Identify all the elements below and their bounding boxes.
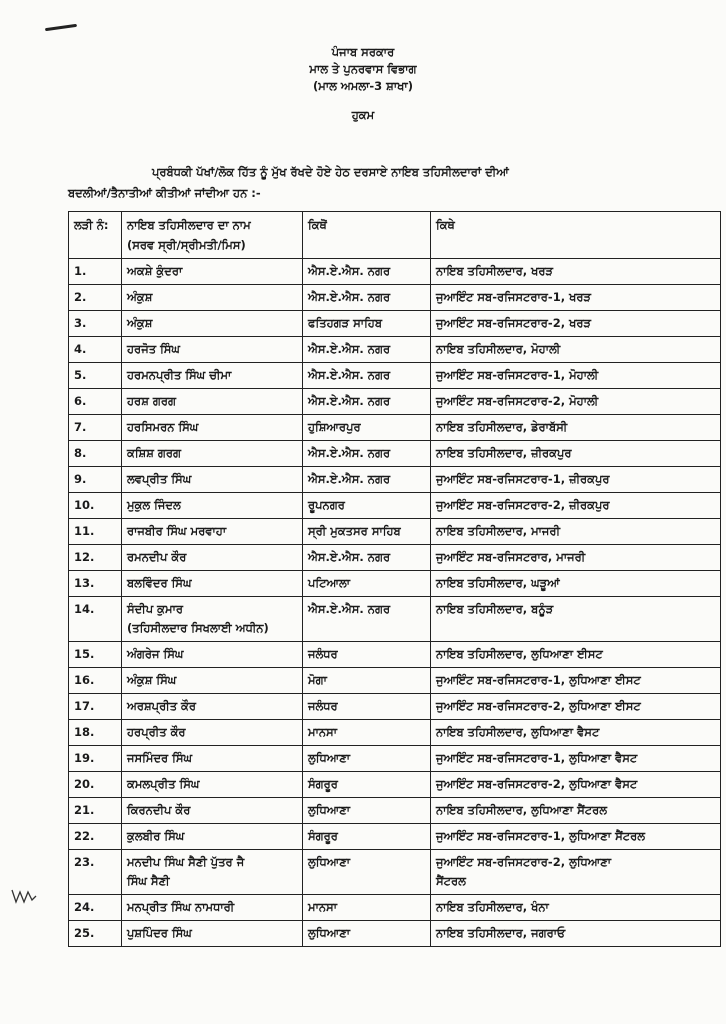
cell-serial: 21. <box>69 798 122 824</box>
to-line1: ਨਾਇਬ ਤਹਿਸੀਲਦਾਰ, ਡੇਰਾਬੱਸੀ <box>436 420 568 434</box>
name-line1: ਸੰਦੀਪ ਕੁਮਾਰ <box>127 602 183 616</box>
name-line1: ਕਿਰਨਦੀਪ ਕੌਰ <box>127 803 191 817</box>
to-line1: ਜੁਆਇੰਟ ਸਬ-ਰਜਿਸਟਰਾਰ-2, ਲੁਧਿਆਣਾ ਵੈਸਟ <box>436 777 638 791</box>
cell-to <box>431 519 721 545</box>
cell-name <box>122 259 303 285</box>
cell-serial: 24. <box>69 895 122 921</box>
table-row <box>69 850 721 895</box>
table-row <box>69 545 721 571</box>
table-row <box>69 441 721 467</box>
cell-from: ਐਸ.ਏ.ਐਸ. ਨਗਰ <box>303 337 431 363</box>
cell-serial: 18. <box>69 720 122 746</box>
to-line1: ਜੁਆਇੰਟ ਸਬ-ਰਜਿਸਟਰਾਰ-1, ਲੁਧਿਆਣਾ ਵੈਸਟ <box>436 751 638 765</box>
cell-to <box>431 850 721 895</box>
name-line1: ਰਮਨਦੀਪ ਕੌਰ <box>127 550 187 564</box>
name-line1: ਅੰਗਰੇਜ ਸਿੰਘ <box>127 647 184 661</box>
cell-serial: 19. <box>69 746 122 772</box>
cell-from: ਐਸ.ਏ.ਐਸ. ਨਗਰ <box>303 285 431 311</box>
cell-serial: 10. <box>69 493 122 519</box>
government-name: ਪੰਜਾਬ ਸਰਕਾਰ <box>331 45 395 59</box>
cell-to <box>431 921 721 947</box>
table-row <box>69 798 721 824</box>
cell-serial: 6. <box>69 389 122 415</box>
cell-to <box>431 720 721 746</box>
to-line1: ਨਾਇਬ ਤਹਿਸੀਲਦਾਰ, ਲੁਧਿਆਣਾ ਈਸਟ <box>436 647 603 661</box>
cell-name <box>122 363 303 389</box>
department-name: ਮਾਲ ਤੇ ਪੁਨਰਵਾਸ ਵਿਭਾਗ <box>309 62 417 76</box>
cell-name <box>122 337 303 363</box>
cell-name <box>122 571 303 597</box>
cell-serial: 11. <box>69 519 122 545</box>
cell-name <box>122 597 303 642</box>
cell-name <box>122 441 303 467</box>
cell-serial: 8. <box>69 441 122 467</box>
name-line1: ਕਮਲਪ੍ਰੀਤ ਸਿੰਘ <box>127 777 200 791</box>
cell-serial: 1. <box>69 259 122 285</box>
to-line1: ਨਾਇਬ ਤਹਿਸੀਲਦਾਰ, ਮੋਹਾਲੀ <box>436 342 561 356</box>
name-line1: ਮਨਦੀਪ ਸਿੰਘ ਸੈਣੀ ਪੁੱਤਰ ਜੈ <box>127 855 245 869</box>
cell-from: ਲੁਧਿਆਣਾ <box>303 798 431 824</box>
cell-from: ਜਲੰਧਰ <box>303 642 431 668</box>
cell-from: ਮਾਨਸਾ <box>303 895 431 921</box>
header-to: ਕਿਥੇ <box>431 212 721 259</box>
name-line1: ਹਰਜੋਤ ਸਿੰਘ <box>127 342 180 356</box>
cell-name <box>122 311 303 337</box>
to-line1: ਜੁਆਇੰਟ ਸਬ-ਰਜਿਸਟਰਾਰ-1, ਲੁਧਿਆਣਾ ਈਸਟ <box>436 673 641 687</box>
name-line1: ਅੰਕੁਸ਼ <box>127 290 153 304</box>
cell-serial: 5. <box>69 363 122 389</box>
name-line1: ਹਰਮਨਪ੍ਰੀਤ ਸਿੰਘ ਚੀਮਾ <box>127 368 232 382</box>
cell-name <box>122 467 303 493</box>
to-line1: ਜੁਆਇੰਟ ਸਬ-ਰਜਿਸਟਰਾਰ-2, ਮੋਹਾਲੀ <box>436 394 599 408</box>
name-line1: ਲਵਪ੍ਰੀਤ ਸਿੰਘ <box>127 472 192 486</box>
to-line1: ਨਾਇਬ ਤਹਿਸੀਲਦਾਰ, ਲੁਧਿਆਣਾ ਸੈਂਟਰਲ <box>436 803 608 817</box>
name-line1: ਬਲਵਿੰਦਰ ਸਿੰਘ <box>127 576 192 590</box>
cell-to <box>431 597 721 642</box>
cell-serial: 9. <box>69 467 122 493</box>
cell-from: ਐਸ.ਏ.ਐਸ. ਨਗਰ <box>303 259 431 285</box>
transfer-table <box>68 211 721 947</box>
cell-name <box>122 798 303 824</box>
cell-name <box>122 493 303 519</box>
intro-line-2: ਬਦਲੀਆਂ/ਤੈਨਾਤੀਆਂ ਕੀਤੀਆਂ ਜਾਂਦੀਆ ਹਨ :- <box>68 186 261 200</box>
table-row <box>69 597 721 642</box>
cell-from: ਸੰਗਰੂਰ <box>303 772 431 798</box>
cell-from: ਮਾਨਸਾ <box>303 720 431 746</box>
cell-name <box>122 694 303 720</box>
table-row <box>69 668 721 694</box>
name-line2: (ਤਹਿਸੀਲਦਾਰ ਸਿਖਲਾਈ ਅਧੀਨ) <box>127 621 269 635</box>
cell-from: ਲੁਧਿਆਣਾ <box>303 850 431 895</box>
to-line1: ਨਾਇਬ ਤਹਿਸੀਲਦਾਰ, ਲੁਧਿਆਣਾ ਵੈਸਟ <box>436 725 600 739</box>
cell-to <box>431 363 721 389</box>
to-line1: ਜੁਆਇੰਟ ਸਬ-ਰਜਿਸਟਰਾਰ-2, ਲੁਧਿਆਣਾ ਈਸਟ <box>436 699 641 713</box>
intro-line-1: ਪ੍ਰਬੰਧਕੀ ਪੱਖਾਂ/ਲੋਕ ਹਿੱਤ ਨੂੰ ਮੁੱਖ ਰੱਖਦੇ ਹੋਏ ਹੇਠ ਦਰਸਾਏ ਨਾਇਬ ਤਹਿਸੀਲਦਾਰਾਂ ਦੀਆਂ <box>152 165 509 179</box>
cell-serial: 12. <box>69 545 122 571</box>
order-title: ਹੁਕਮ <box>351 108 375 122</box>
cell-to <box>431 311 721 337</box>
table-row <box>69 571 721 597</box>
cell-from: ਐਸ.ਏ.ਐਸ. ਨਗਰ <box>303 389 431 415</box>
cell-to <box>431 467 721 493</box>
cell-to <box>431 259 721 285</box>
table-row <box>69 285 721 311</box>
cell-from: ਰੂਪਨਗਰ <box>303 493 431 519</box>
name-line1: ਰਾਜਬੀਰ ਸਿੰਘ ਮਰਵਾਹਾ <box>127 524 227 538</box>
document-header <box>0 44 726 123</box>
cell-to <box>431 389 721 415</box>
to-line1: ਨਾਇਬ ਤਹਿਸੀਲਦਾਰ, ਜ਼ੀਰਕਪੁਰ <box>436 446 572 460</box>
cell-name <box>122 824 303 850</box>
cell-name <box>122 519 303 545</box>
cell-name <box>122 415 303 441</box>
cell-from: ਐਸ.ਏ.ਐਸ. ਨਗਰ <box>303 363 431 389</box>
cell-to <box>431 285 721 311</box>
cell-serial: 15. <box>69 642 122 668</box>
name-line1: ਅਰਸ਼ਪ੍ਰੀਤ ਕੌਰ <box>127 699 197 713</box>
name-line1: ਕਸ਼ਿਸ਼ ਗਰਗ <box>127 446 182 460</box>
cell-name <box>122 746 303 772</box>
table-row <box>69 337 721 363</box>
cell-serial: 3. <box>69 311 122 337</box>
cell-serial: 23. <box>69 850 122 895</box>
cell-to <box>431 545 721 571</box>
cell-serial: 22. <box>69 824 122 850</box>
cell-name <box>122 850 303 895</box>
cell-from: ਐਸ.ਏ.ਐਸ. ਨਗਰ <box>303 441 431 467</box>
cell-from: ਐਸ.ਏ.ਐਸ. ਨਗਰ <box>303 597 431 642</box>
table-row <box>69 746 721 772</box>
table-row <box>69 389 721 415</box>
cell-to <box>431 441 721 467</box>
to-line1: ਨਾਇਬ ਤਹਿਸੀਲਦਾਰ, ਖੰਨਾ <box>436 900 549 914</box>
table-row <box>69 519 721 545</box>
cell-to <box>431 746 721 772</box>
cell-to <box>431 642 721 668</box>
cell-to <box>431 668 721 694</box>
to-line1: ਜੁਆਇੰਟ ਸਬ-ਰਜਿਸਟਰਾਰ-1, ਜ਼ੀਰਕਪੁਰ <box>436 472 610 486</box>
table-row <box>69 415 721 441</box>
to-line1: ਨਾਇਬ ਤਹਿਸੀਲਦਾਰ, ਖਰੜ <box>436 264 554 278</box>
to-line1: ਜੁਆਇੰਟ ਸਬ-ਰਜਿਸਟਰਾਰ-2, ਖਰੜ <box>436 316 591 330</box>
name-line1: ਪੁਸ਼ਪਿੰਦਰ ਸਿੰਘ <box>127 926 192 940</box>
cell-to <box>431 415 721 441</box>
name-line1: ਹਰਸਿਮਰਨ ਸਿੰਘ <box>127 420 199 434</box>
to-line2: ਸੈਂਟਰਲ <box>436 874 466 888</box>
table-row <box>69 467 721 493</box>
header-name-line1: ਨਾਇਬ ਤਹਿਸੀਲਦਾਰ ਦਾ ਨਾਮ <box>127 218 251 232</box>
cell-serial: 13. <box>69 571 122 597</box>
cell-from: ਲੁਧਿਆਣਾ <box>303 746 431 772</box>
branch-name: (ਮਾਲ ਅਮਲਾ-3 ਸ਼ਾਖਾ) <box>313 79 413 93</box>
cell-from: ਜਲੰਧਰ <box>303 694 431 720</box>
table-row <box>69 311 721 337</box>
name-line1: ਮੁਕੁਲ ਜਿੰਦਲ <box>127 498 181 512</box>
to-line1: ਨਾਇਬ ਤਹਿਸੀਲਦਾਰ, ਬਨੂੰੜ <box>436 602 554 616</box>
name-line1: ਅਕਸ਼ੇ ਕੁੰਦਰਾ <box>127 264 183 278</box>
table-row <box>69 694 721 720</box>
cell-name <box>122 772 303 798</box>
to-line1: ਨਾਇਬ ਤਹਿਸੀਲਦਾਰ, ਮਾਜਰੀ <box>436 524 561 538</box>
cell-to <box>431 824 721 850</box>
cell-serial: 14. <box>69 597 122 642</box>
cell-name <box>122 389 303 415</box>
cell-name <box>122 545 303 571</box>
cell-from: ਫਤਿਹਗੜ ਸਾਹਿਬ <box>303 311 431 337</box>
order-intro <box>68 162 708 204</box>
cell-to <box>431 772 721 798</box>
cell-name <box>122 642 303 668</box>
cell-from: ਐਸ.ਏ.ਐਸ. ਨਗਰ <box>303 467 431 493</box>
name-line1: ਹਰਪ੍ਰੀਤ ਕੌਰ <box>127 725 186 739</box>
to-line1: ਨਾਇਬ ਤਹਿਸੀਲਦਾਰ, ਘੜੂਆਂ <box>436 576 560 590</box>
cell-from: ਮੋਗਾ <box>303 668 431 694</box>
cell-serial: 25. <box>69 921 122 947</box>
cell-from: ਸੰਗਰੂਰ <box>303 824 431 850</box>
cell-name <box>122 720 303 746</box>
cell-name <box>122 668 303 694</box>
cell-name <box>122 895 303 921</box>
table-row <box>69 895 721 921</box>
header-from: ਕਿਥੋਂ <box>303 212 431 259</box>
table-row <box>69 493 721 519</box>
cell-from: ਸ੍ਰੀ ਮੁਕਤਸਰ ਸਾਹਿਬ <box>303 519 431 545</box>
to-line1: ਜੁਆਇੰਟ ਸਬ-ਰਜਿਸਟਰਾਰ-2, ਜ਼ੀਰਕਪੁਰ <box>436 498 610 512</box>
table-body <box>69 259 721 947</box>
to-line1: ਨਾਇਬ ਤਹਿਸੀਲਦਾਰ, ਜਗਰਾਓ <box>436 926 566 940</box>
header-serial: ਲੜੀ ਨੰ: <box>69 212 122 259</box>
cell-from: ਲੁਧਿਆਣਾ <box>303 921 431 947</box>
name-line1: ਹਰਸ਼ ਗਰਗ <box>127 394 176 408</box>
to-line1: ਜੁਆਇੰਟ ਸਬ-ਰਜਿਸਟਰਾਰ-2, ਲੁਧਿਆਣਾ <box>436 855 612 869</box>
name-line1: ਕੁਲਬੀਰ ਸਿੰਘ <box>127 829 185 843</box>
cell-to <box>431 571 721 597</box>
table-row <box>69 259 721 285</box>
table-row <box>69 921 721 947</box>
table-row <box>69 642 721 668</box>
name-line1: ਜਸਮਿੰਦਰ ਸਿੰਘ <box>127 751 193 765</box>
cell-to <box>431 493 721 519</box>
header-name-line2: (ਸਰਵ ਸ੍ਰੀ/ਸ੍ਰੀਮਤੀ/ਮਿਸ) <box>127 238 246 252</box>
cell-serial: 4. <box>69 337 122 363</box>
name-line2: ਸਿੰਘ ਸੈਣੀ <box>127 874 170 888</box>
pen-stroke-mark <box>45 24 77 31</box>
name-line1: ਅੰਕੁਸ਼ ਸਿੰਘ <box>127 673 177 687</box>
cell-serial: 7. <box>69 415 122 441</box>
handwritten-initials-mark <box>10 886 38 906</box>
table-row <box>69 720 721 746</box>
to-line1: ਜੁਆਇੰਟ ਸਬ-ਰਜਿਸਟਰਾਰ, ਮਾਜਰੀ <box>436 550 586 564</box>
table-row <box>69 363 721 389</box>
cell-serial: 2. <box>69 285 122 311</box>
cell-serial: 16. <box>69 668 122 694</box>
table-row <box>69 772 721 798</box>
cell-from: ਪਟਿਆਲਾ <box>303 571 431 597</box>
cell-to <box>431 337 721 363</box>
table-row <box>69 824 721 850</box>
header-name <box>122 212 303 259</box>
to-line1: ਜੁਆਇੰਟ ਸਬ-ਰਜਿਸਟਰਾਰ-1, ਮੋਹਾਲੀ <box>436 368 599 382</box>
cell-to <box>431 895 721 921</box>
cell-name <box>122 921 303 947</box>
cell-from: ਹੁਸ਼ਿਆਰਪੁਰ <box>303 415 431 441</box>
cell-from: ਐਸ.ਏ.ਐਸ. ਨਗਰ <box>303 545 431 571</box>
cell-to <box>431 694 721 720</box>
name-line1: ਮਨਪ੍ਰੀਤ ਸਿੰਘ ਨਾਮਧਾਰੀ <box>127 900 235 914</box>
name-line1: ਅੰਕੁਸ਼ <box>127 316 153 330</box>
cell-to <box>431 798 721 824</box>
to-line1: ਜੁਆਇੰਟ ਸਬ-ਰਜਿਸਟਰਾਰ-1, ਖਰੜ <box>436 290 591 304</box>
cell-serial: 17. <box>69 694 122 720</box>
to-line1: ਜੁਆਇੰਟ ਸਬ-ਰਜਿਸਟਰਾਰ-1, ਲੁਧਿਆਣਾ ਸੈਂਟਰਲ <box>436 829 646 843</box>
table-header-row <box>69 212 721 259</box>
cell-name <box>122 285 303 311</box>
cell-serial: 20. <box>69 772 122 798</box>
